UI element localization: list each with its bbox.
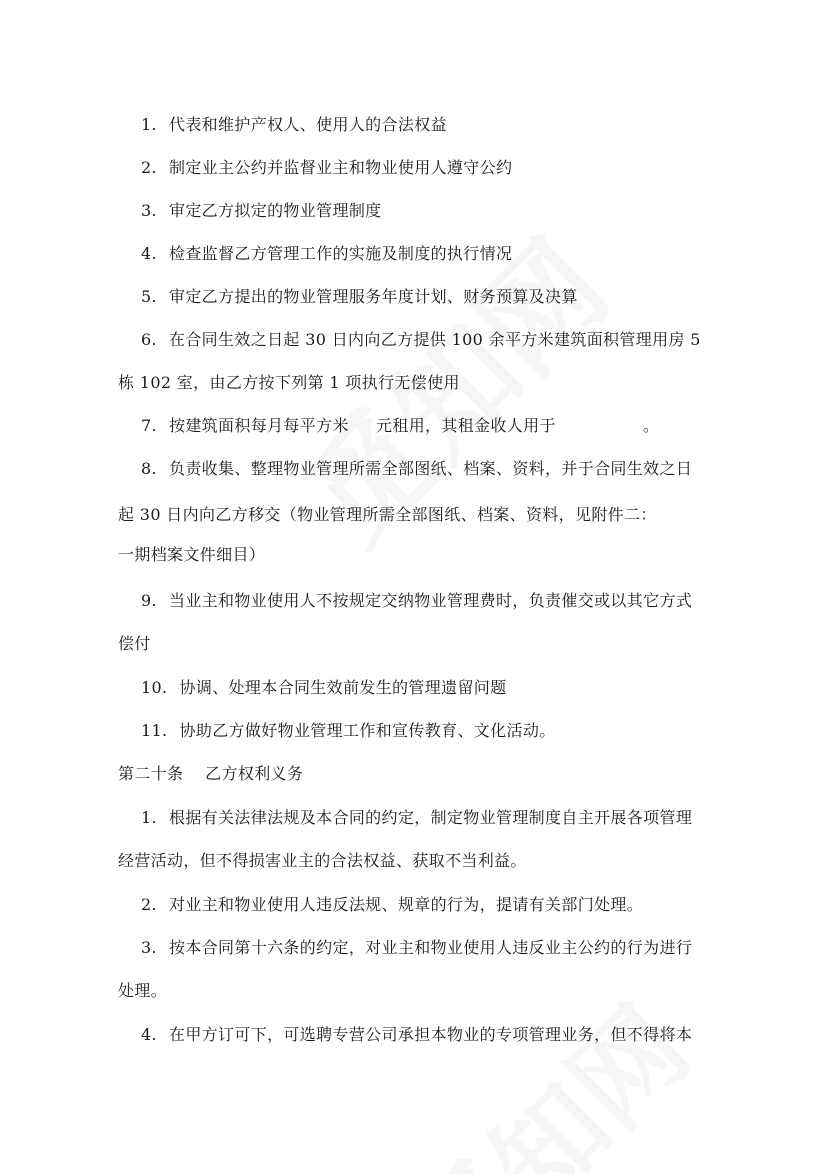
list-item (141, 416, 659, 436)
list-item (141, 1025, 692, 1045)
item-text: 按本合同第十六条的约定，对业主和物业使用人违反业主公约的行为进行 (168, 938, 693, 957)
item-text: 起 30 日内向乙方移交（物业管理所需全部图纸、档案、资料，见附件二： (118, 505, 657, 524)
item-number: 7. (141, 416, 157, 435)
list-item (141, 938, 692, 958)
item-text: 协调、处理本合同生效前发生的管理遗留问题 (179, 678, 507, 697)
item-text: 审定乙方提出的物业管理服务年度计划、财务预算及决算 (168, 287, 578, 306)
continuation-line (118, 505, 657, 525)
section-heading (118, 764, 303, 784)
item-text: 检查监督乙方管理工作的实施及制度的执行情况 (168, 244, 513, 263)
item-number: 6. (141, 330, 157, 349)
item-text: 代表和维护产权人、使用人的合法权益 (168, 115, 447, 134)
item-text: 一期档案文件细目） (118, 545, 266, 564)
item-number: 9. (141, 591, 157, 610)
continuation-line (118, 851, 527, 871)
list-item (141, 721, 556, 741)
item-text: 经营活动，但不得损害业主的合法权益、获取不当利益。 (118, 851, 527, 870)
item-number: 1. (141, 115, 157, 134)
item-number: 8. (141, 459, 157, 478)
continuation-line (118, 373, 460, 393)
item-number: 1. (141, 808, 157, 827)
heading-text: 第二十条 乙方权利义务 (118, 764, 304, 783)
list-item (141, 330, 701, 350)
item-number: 2. (141, 895, 157, 914)
watermark (372, 966, 717, 1174)
item-number: 10. (141, 678, 168, 697)
list-item (141, 808, 692, 828)
item-number: 3. (141, 938, 157, 957)
item-text: 协助乙方做好物业管理工作和宣传教育、文化活动。 (179, 721, 556, 740)
item-text: 按建筑面积每月每平方米 元租用，其租金收人用于 。 (168, 416, 660, 435)
item-text: 栋 102 室，由乙方按下列第 1 项执行无偿使用 (118, 373, 460, 392)
item-text: 制定业主公约并监督业主和物业使用人遵守公约 (168, 158, 513, 177)
item-text: 偿付 (118, 634, 151, 653)
continuation-line (118, 981, 167, 1001)
item-number: 11. (141, 721, 168, 740)
item-text: 对业主和物业使用人违反法规、规章的行为，提请有关部门处理。 (168, 895, 644, 914)
item-number: 5. (141, 287, 157, 306)
list-item (141, 287, 578, 307)
list-item (141, 459, 692, 479)
list-item (141, 115, 447, 135)
item-text: 在合同生效之日起 30 日内向乙方提供 100 余平方米建筑面积管理用房 5 (168, 330, 701, 349)
list-item (141, 244, 512, 264)
list-item (141, 201, 382, 221)
item-text: 根据有关法律法规及本合同的约定，制定物业管理制度自主开展各项管理 (168, 808, 693, 827)
list-item (141, 678, 507, 698)
list-item (141, 591, 692, 611)
item-text: 负责收集、整理物业管理所需全部图纸、档案、资料，并于合同生效之日 (168, 459, 693, 478)
item-text: 当业主和物业使用人不按规定交纳物业管理费时，负责催交或以其它方式 (168, 591, 693, 610)
item-number: 4. (141, 244, 157, 263)
item-number: 3. (141, 201, 157, 220)
list-item (141, 895, 643, 915)
item-number: 2. (141, 158, 157, 177)
continuation-line (118, 634, 151, 654)
list-item (141, 158, 512, 178)
item-text: 处理。 (118, 981, 168, 1000)
item-number: 4. (141, 1025, 157, 1044)
continuation-line (118, 545, 265, 565)
item-text: 在甲方订可下，可选聘专营公司承担本物业的专项管理业务，但不得将本 (168, 1025, 693, 1044)
item-text: 审定乙方拟定的物业管理制度 (168, 201, 382, 220)
